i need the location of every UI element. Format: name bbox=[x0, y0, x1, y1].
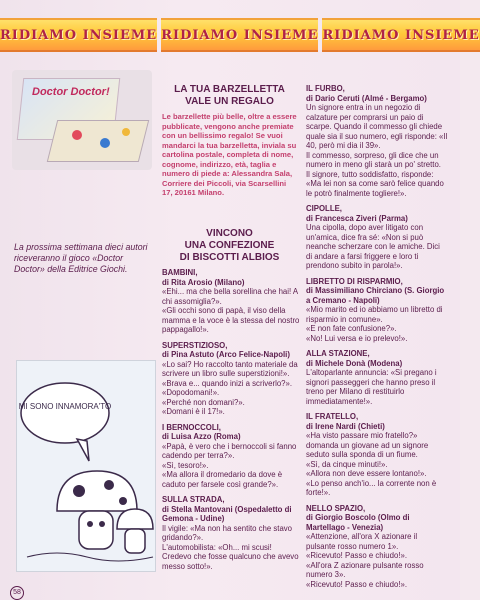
joke-line: «Sì, tesoro!». bbox=[162, 460, 209, 470]
joke-line: «Brava e... quando inizi a scriverlo?». bbox=[162, 378, 293, 388]
prize-caption: La prossima settimana dieci autori riceveranno il gioco «Doctor Doctor» della Editrice Giochi. bbox=[14, 242, 148, 274]
game-photo bbox=[12, 70, 152, 170]
cap-spot bbox=[73, 485, 85, 497]
ground-line bbox=[27, 553, 153, 561]
joke-heading: IL FURBO, bbox=[306, 84, 345, 93]
joke-entry bbox=[306, 349, 448, 406]
banner-text: RIDIAMO INSIEME bbox=[0, 27, 158, 43]
promo-body: Le barzellette più belle, oltre a essere pubblicate, vengono anche premiate con un bellissimo regalo! Se vuoi mandarci la tua barzelletta, inviala su cartolina postale, completa di nome, cognome, indirizzo, età, taglia e numero di piede a: Alessandra Sala, Corriere dei Piccoli, via Scarsellini 17, 20161 Milano. bbox=[162, 112, 297, 197]
mushroom-stem-right bbox=[125, 529, 145, 553]
joke-line: «Allora non deve essere lontano!». bbox=[306, 469, 427, 478]
joke-line: «Lo penso anch'io... la corrente non è forte!». bbox=[306, 478, 437, 497]
joke-line: L'automobilista: «Oh... mi scusi! Credevo che fosse qualcuno che avevo messo sotto!». bbox=[162, 542, 299, 571]
cap-spot bbox=[104, 480, 114, 490]
joke-heading: SULLA STRADA, bbox=[162, 495, 225, 504]
eye bbox=[99, 521, 105, 527]
game-piece-blue bbox=[100, 138, 110, 148]
speech-bubble-tail bbox=[77, 439, 89, 461]
speech-text: MI SONO INNAMORA'TO bbox=[18, 402, 112, 411]
promo-title-line1: LA TUA BARZELLETTA bbox=[174, 84, 285, 95]
joke-line: «Sì, da cinque minuti!». bbox=[306, 459, 388, 469]
joke-heading: IL FRATELLO, bbox=[306, 412, 359, 421]
joke-entry bbox=[162, 341, 300, 417]
joke-entry bbox=[306, 412, 448, 498]
joke-line: «Ha visto passare mio fratello?» domanda un giovane ad un signore seduto sulla sponda di un fiume. bbox=[306, 431, 429, 459]
banner-text: RIDIAMO INSIEME bbox=[161, 27, 319, 43]
joke-entry bbox=[306, 504, 448, 590]
joke-heading: NELLO SPAZIO, bbox=[306, 503, 366, 513]
game-box-title: Doctor Doctor! bbox=[32, 86, 110, 98]
joke-author: di Stella Mantovani (Ospedaletto di Gemona - Udine) bbox=[162, 504, 292, 523]
prize-line1: VINCONO bbox=[206, 228, 253, 239]
prize-line3: DI BISCOTTI ALBIOS bbox=[179, 252, 280, 263]
joke-line: «No! Lui versa e io prelevo!». bbox=[306, 333, 408, 343]
joke-heading: ALLA STAZIONE, bbox=[306, 349, 370, 358]
joke-author: di Massimiliano Chirciano (S. Giorgio a Cremano - Napoli) bbox=[306, 286, 445, 305]
joke-line: «All'ora Z azionare pulsante rosso numero 3». bbox=[306, 560, 424, 579]
joke-line: «Attenzione, all'ora X azionare il pulsante rosso numero 1». bbox=[306, 532, 418, 551]
cartoon-illustration bbox=[16, 360, 156, 572]
mushroom-stem-left bbox=[79, 511, 113, 549]
joke-heading: LIBRETTO DI RISPARMIO, bbox=[306, 276, 403, 286]
joke-line: L'altoparlante annuncia: «Si pregano i signori passeggeri che hanno preso il treno per Milano di restituirlo immediatamente!». bbox=[306, 368, 437, 406]
eye bbox=[87, 521, 93, 527]
joke-line: Il commesso, sorpreso, gli dice che un numero in meno gli starà un po' stretto. bbox=[306, 150, 441, 169]
joke-line: «Mio marito ed io abbiamo un libretto di risparmio in comune». bbox=[306, 305, 443, 324]
joke-entry bbox=[162, 423, 300, 490]
joke-entry bbox=[162, 495, 300, 571]
prize-line2: UNA CONFEZIONE bbox=[184, 240, 275, 251]
joke-line: «Ricevuto! Passo e chiudo!». bbox=[306, 551, 407, 560]
joke-author: di Irene Nardi (Chieti) bbox=[306, 421, 385, 431]
joke-entry bbox=[306, 204, 448, 271]
joke-author: di Giorgio Boscolo (Olmo di Martellago - Venezia) bbox=[306, 513, 410, 532]
header-banner bbox=[0, 18, 480, 48]
joke-line: «Ricevuto! Passo e chiudo!». bbox=[306, 579, 407, 589]
joke-author: di Michele Donà (Modena) bbox=[306, 358, 403, 368]
joke-line: «E non fate confusione?». bbox=[306, 324, 397, 333]
joke-author: di Rita Arosio (Milano) bbox=[162, 277, 245, 287]
promo-title bbox=[162, 84, 297, 108]
cap-spot bbox=[119, 497, 127, 505]
joke-author: di Dario Ceruti (Almé - Bergamo) bbox=[306, 93, 427, 103]
page-number: 58 bbox=[10, 586, 24, 600]
banner-text: RIDIAMO INSIEME bbox=[322, 27, 480, 43]
joke-heading: CIPOLLE, bbox=[306, 204, 342, 213]
game-board bbox=[47, 120, 149, 162]
joke-line: «Ehi... ma che bella sorellina che hai! A chi assomiglia?». bbox=[162, 287, 298, 306]
joke-line: Una cipolla, dopo aver litigato con un'amica, dice fra sé: «Non si può neanche scherzare con le amiche. Dici di andare a farsi friggere e loro ti prendono subito in parola!». bbox=[306, 223, 440, 270]
joke-line: Il signore, tutto soddisfatto, risponde: «Ma lei non sa come sarò felice quando le potrò finalmente togliere!». bbox=[306, 169, 444, 198]
banner-cell bbox=[161, 18, 318, 52]
jokes-right-column bbox=[306, 84, 448, 595]
joke-line: «Gli occhi sono di papà, il viso della mamma e la voce è la stessa del nostro pappagallo!». bbox=[162, 306, 300, 334]
joke-author: di Luisa Azzo (Roma) bbox=[162, 432, 241, 441]
joke-line: «Dopodomani!». bbox=[162, 388, 220, 397]
joke-heading: SUPERSTIZIOSO, bbox=[162, 340, 228, 350]
banner-cell bbox=[322, 18, 479, 52]
banner-cell bbox=[0, 18, 157, 52]
mushroom-cartoon bbox=[17, 361, 155, 571]
joke-line: «Papà, è vero che i bernoccoli si fanno cadendo per terra?». bbox=[162, 441, 297, 460]
game-piece-yellow bbox=[122, 128, 130, 136]
joke-entry bbox=[306, 277, 448, 344]
game-piece-red bbox=[72, 130, 82, 140]
joke-author: di Pina Astuto (Arco Felice-Napoli) bbox=[162, 350, 290, 359]
joke-heading: BAMBINI, bbox=[162, 268, 198, 277]
prize-title bbox=[162, 228, 297, 264]
joke-line: «Ma allora il dromedario da dove è caduto per farsele così grande?». bbox=[162, 470, 283, 489]
joke-line: «Domani è il 17!». bbox=[162, 407, 225, 416]
joke-entry bbox=[306, 84, 448, 198]
joke-line: «Lo sai? Ho raccolto tanto materiale da scrivere un libro sulle superstizioni!». bbox=[162, 359, 298, 378]
mushroom-cap-left bbox=[57, 471, 137, 511]
joke-line: «Perché non domani?». bbox=[162, 397, 245, 407]
mushroom-cap-right bbox=[117, 509, 153, 529]
joke-author: di Francesca Ziveri (Parma) bbox=[306, 213, 408, 223]
promo-title-line2: VALE UN REGALO bbox=[185, 96, 274, 107]
joke-heading: I BERNOCCOLI, bbox=[162, 422, 221, 432]
speech-bubble bbox=[21, 383, 109, 443]
jokes-middle-column bbox=[162, 268, 300, 577]
joke-line: Il vigile: «Ma non ha sentito che stavo gridando?». bbox=[162, 523, 293, 542]
joke-line: Un signore entra in un negozio di calzature per comprarsi un paio di scarpe. Quando il commesso gli chiede quale sia il suo numero, egli risponde: «Il 40, però mi dia il 39». bbox=[306, 103, 448, 150]
joke-entry bbox=[162, 268, 300, 335]
